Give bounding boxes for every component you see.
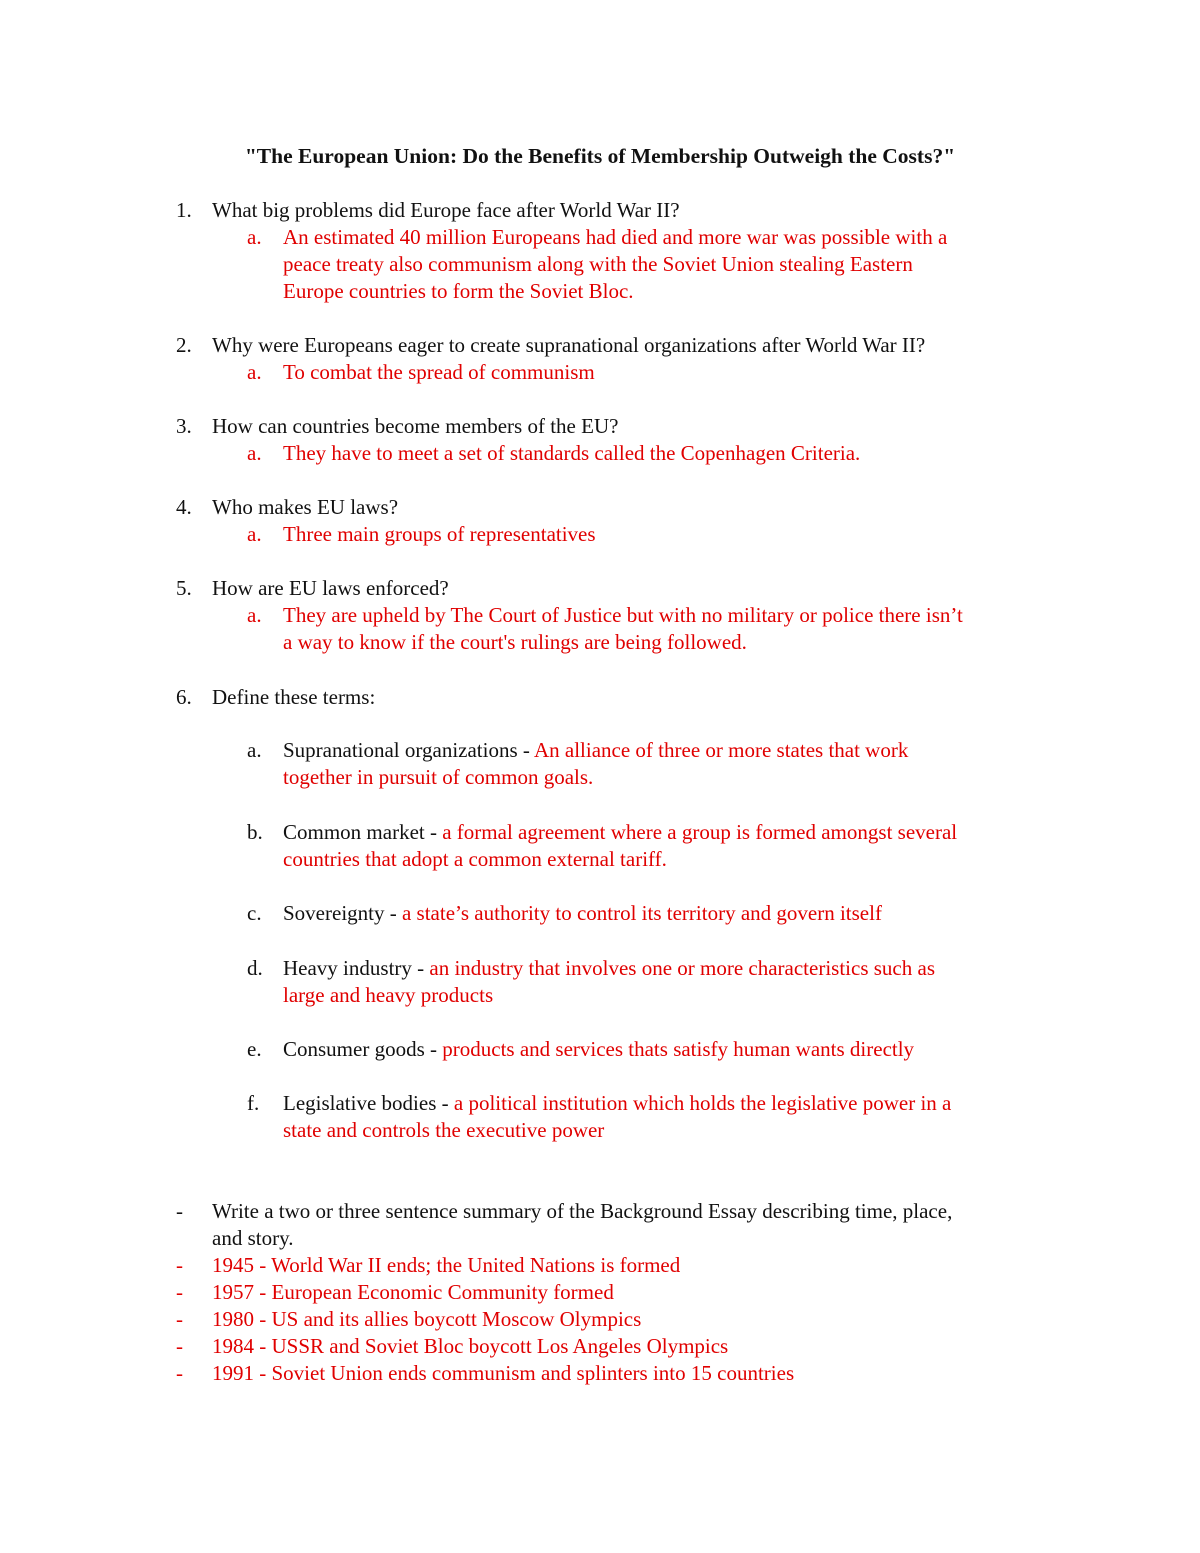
answer-line: They are upheld by The Court of Justice but with no military or police there isn’t (283, 603, 963, 627)
term-definition (283, 955, 935, 982)
term-letter: e. (247, 1037, 262, 1061)
question-text: Define these terms: (212, 685, 376, 709)
answer-letter: a. (247, 603, 262, 627)
question-number: 2. (176, 333, 192, 357)
document-title: "The European Union: Do the Benefits of Membership Outweigh the Costs?" (244, 144, 956, 168)
timeline-item: 1991 - Soviet Union ends communism and splinters into 15 countries (212, 1361, 795, 1385)
term-name: Sovereignty - (283, 901, 402, 925)
question-number: 5. (176, 576, 192, 600)
answer-letter: a. (247, 522, 262, 546)
question-text: What big problems did Europe face after World War II? (212, 198, 680, 222)
term-letter: a. (247, 738, 262, 762)
term-definition-text: a formal agreement where a group is formed amongst several (442, 820, 958, 844)
term-definition (283, 1036, 914, 1063)
term-definition-continued: state and controls the executive power (283, 1118, 605, 1142)
term-definition-text: An alliance of three or more states that work (533, 738, 909, 762)
answer-line: An estimated 40 million Europeans had died and more war was possible with a (283, 225, 948, 249)
timeline-item: 1945 - World War II ends; the United Nations is formed (212, 1253, 681, 1277)
bullet-dash: - (176, 1253, 183, 1277)
term-name: Common market - (283, 820, 443, 844)
term-definition-continued: together in pursuit of common goals. (283, 765, 594, 789)
answer-letter: a. (247, 441, 262, 465)
answer-line: peace treaty also communism along with the Soviet Union stealing Eastern (283, 252, 913, 276)
question-text: How can countries become members of the EU? (212, 414, 619, 438)
timeline-item: 1957 - European Economic Community formed (212, 1280, 614, 1304)
question-text: Why were Europeans eager to create supranational organizations after World War II? (212, 333, 926, 357)
term-letter: f. (247, 1091, 260, 1115)
term-letter: d. (247, 956, 263, 980)
term-definition-continued: countries that adopt a common external tariff. (283, 847, 667, 871)
answer-line: Europe countries to form the Soviet Bloc. (283, 279, 634, 303)
answer-letter: a. (247, 360, 262, 384)
answer-line: Three main groups of representatives (283, 522, 596, 546)
term-definition-text: an industry that involves one or more characteristics such as (429, 956, 935, 980)
term-definition (283, 737, 908, 764)
bullet-dash: - (176, 1361, 183, 1385)
answer-line: To combat the spread of communism (283, 360, 595, 384)
summary-prompt-continued: and story. (212, 1226, 294, 1250)
term-definition (283, 819, 957, 846)
bullet-dash: - (176, 1280, 183, 1304)
bullet-dash: - (176, 1199, 183, 1223)
term-definition-text: products and services thats satisfy human wants directly (442, 1037, 915, 1061)
term-name: Heavy industry - (283, 956, 430, 980)
bullet-dash: - (176, 1307, 183, 1331)
bullet-dash: - (176, 1334, 183, 1358)
term-name: Supranational organizations - (283, 738, 534, 762)
question-number: 4. (176, 495, 192, 519)
term-name: Legislative bodies - (283, 1091, 454, 1115)
answer-letter: a. (247, 225, 262, 249)
term-definition-text: a state’s authority to control its territory and govern itself (401, 901, 882, 925)
question-number: 1. (176, 198, 192, 222)
timeline-item: 1984 - USSR and Soviet Bloc boycott Los Angeles Olympics (212, 1334, 729, 1358)
timeline-item: 1980 - US and its allies boycott Moscow Olympics (212, 1307, 642, 1331)
question-text: How are EU laws enforced? (212, 576, 449, 600)
question-number: 3. (176, 414, 192, 438)
term-letter: b. (247, 820, 263, 844)
term-definition-continued: large and heavy products (283, 983, 494, 1007)
answer-line: They have to meet a set of standards called the Copenhagen Criteria. (283, 441, 861, 465)
question-number: 6. (176, 685, 192, 709)
answer-line: a way to know if the court's rulings are being followed. (283, 630, 747, 654)
question-text: Who makes EU laws? (212, 495, 399, 519)
term-name: Consumer goods - (283, 1037, 443, 1061)
term-definition (283, 900, 882, 927)
term-letter: c. (247, 901, 262, 925)
term-definition-text: a political institution which holds the legislative power in a (453, 1091, 952, 1115)
term-definition (283, 1090, 951, 1117)
summary-prompt: Write a two or three sentence summary of the Background Essay describing time, place, (212, 1199, 953, 1223)
